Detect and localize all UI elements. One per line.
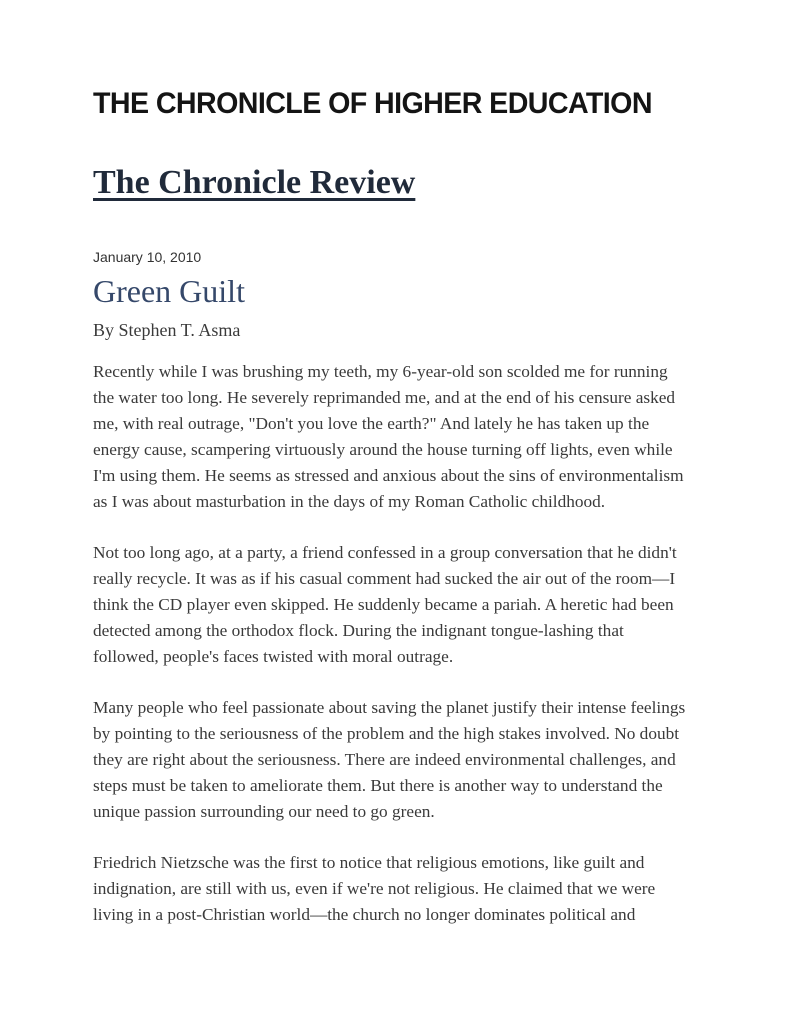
paragraph-line: really recycle. It was as if his casual comment had sucked the air out of the room—I: [93, 569, 676, 588]
paragraph-line: followed, people's faces twisted with moral outrage.: [93, 647, 454, 666]
section-title-link[interactable]: The Chronicle Review: [93, 164, 416, 201]
paragraph-line: Recently while I was brushing my teeth, my 6-year-old son scolded me for running: [93, 362, 668, 381]
paragraph-line: me, with real outrage, "Don't you love the earth?" And lately he has taken up the: [93, 414, 650, 433]
article-byline: By Stephen T. Asma: [93, 320, 241, 340]
paragraph-line: think the CD player even skipped. He suddenly became a pariah. A heretic had been: [93, 595, 674, 614]
article-paragraph: [93, 359, 701, 515]
paragraph-line: the water too long. He severely reprimanded me, and at the end of his censure asked: [93, 388, 676, 407]
paragraph-line: as I was about masturbation in the days of my Roman Catholic childhood.: [93, 492, 606, 511]
paragraph-line: indignation, are still with us, even if we're not religious. He claimed that we were: [93, 879, 656, 898]
paragraph-line: I'm using them. He seems as stressed and anxious about the sins of environmentalism: [93, 466, 684, 485]
article-date: January 10, 2010: [93, 249, 202, 265]
article-body: [93, 359, 701, 953]
paragraph-line: Friedrich Nietzsche was the first to notice that religious emotions, like guilt and: [93, 853, 645, 872]
article-title: Green Guilt: [93, 273, 245, 309]
masthead-logo: THE CHRONICLE OF HIGHER EDUCATION: [93, 87, 652, 120]
paragraph-line: by pointing to the seriousness of the problem and the high stakes involved. No doubt: [93, 724, 680, 743]
article-paragraph: [93, 695, 701, 825]
paragraph-line: detected among the orthodox flock. During the indignant tongue-lashing that: [93, 621, 624, 640]
article-paragraph: [93, 850, 701, 928]
article-paragraph: [93, 540, 701, 670]
paragraph-line: Not too long ago, at a party, a friend confessed in a group conversation that he didn't: [93, 543, 677, 562]
paragraph-line: energy cause, scampering virtuously around the house turning off lights, even while: [93, 440, 673, 459]
paragraph-line: steps must be taken to ameliorate them. But there is another way to understand the: [93, 776, 663, 795]
paragraph-line: unique passion surrounding our need to go green.: [93, 802, 435, 821]
paragraph-line: they are right about the seriousness. There are indeed environmental challenges, and: [93, 750, 676, 769]
paragraph-line: living in a post-Christian world—the church no longer dominates political and: [93, 905, 636, 924]
paragraph-line: Many people who feel passionate about saving the planet justify their intense feelings: [93, 698, 686, 717]
